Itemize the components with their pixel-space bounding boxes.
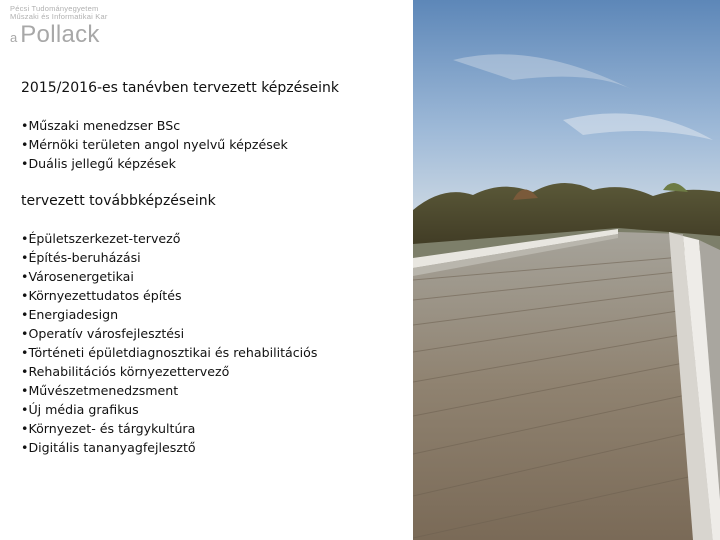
list-item: • Mérnöki területen angol nyelvű képzések xyxy=(21,135,401,154)
list-item: • Városenergetikai xyxy=(21,267,401,286)
list-item: • Építés-beruházási xyxy=(21,248,401,267)
list-item: • Új média grafikus xyxy=(21,400,401,419)
logo-name: Pollack xyxy=(20,21,100,48)
list-item: • Digitális tananyagfejlesztő xyxy=(21,438,401,457)
planned-courses-heading: 2015/2016-es tanévben tervezett képzéseink xyxy=(21,80,340,96)
list-item: • Rehabilitációs környezettervező xyxy=(21,362,401,381)
list-item: • Környezet- és tárgykultúra xyxy=(21,419,401,438)
logo-prefix: a xyxy=(10,30,18,45)
logo-wordmark xyxy=(10,21,100,49)
list-item: • Energiadesign xyxy=(21,305,401,324)
list-item: • Művészetmenedzsment xyxy=(21,381,401,400)
list-item: • Műszaki menedzser BSc xyxy=(21,116,401,135)
university-logo xyxy=(10,5,140,47)
list-item: • Környezettudatos építés xyxy=(21,286,401,305)
slide-content xyxy=(21,78,401,457)
list-item: • Duális jellegű képzések xyxy=(21,154,401,173)
list-item: • Operatív városfejlesztési xyxy=(21,324,401,343)
further-training-list xyxy=(21,229,401,457)
planned-courses-list xyxy=(21,116,401,173)
list-item: • Történeti épületdiagnosztikai és rehabilitációs xyxy=(21,343,401,362)
list-item: • Épületszerkezet-tervező xyxy=(21,229,401,248)
logo-faculty-name: Műszaki és Informatikai Kar xyxy=(10,12,108,21)
bridge-photo xyxy=(413,0,720,540)
further-training-heading: tervezett továbbképzéseink xyxy=(21,193,216,209)
logo-university-name: Pécsi Tudományegyetem xyxy=(10,4,99,13)
